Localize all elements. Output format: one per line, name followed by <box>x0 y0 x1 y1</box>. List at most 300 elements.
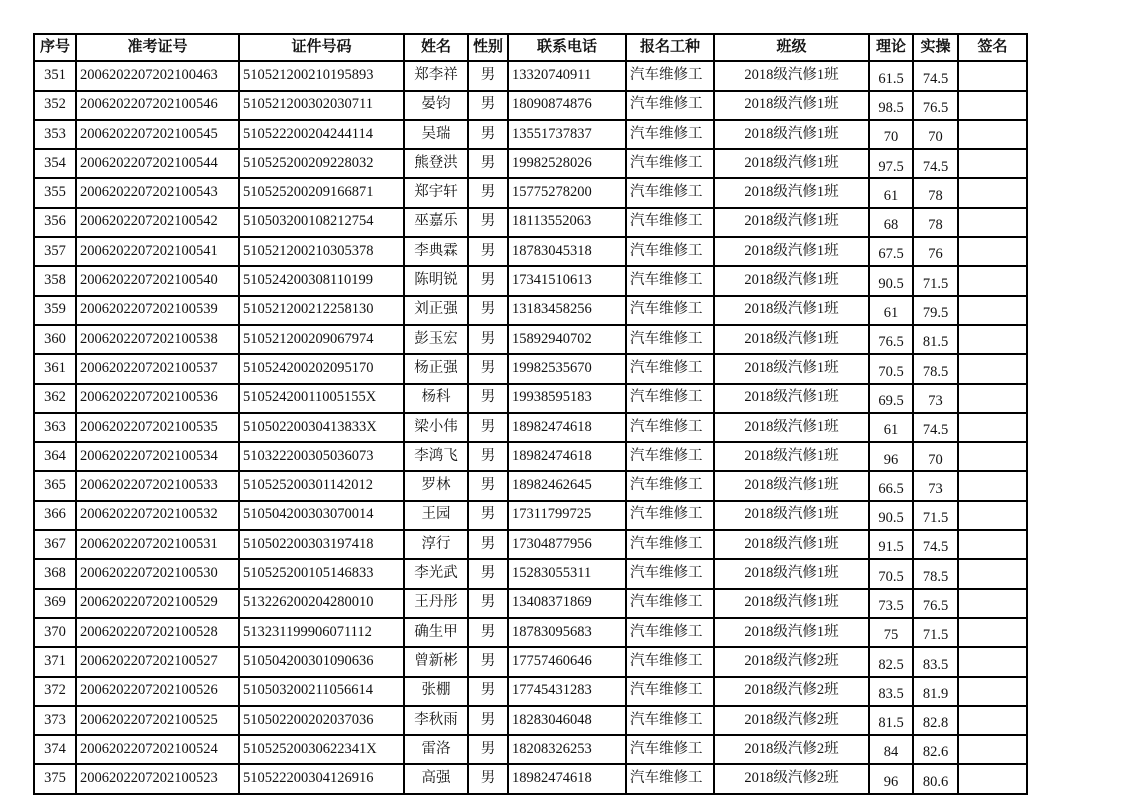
cell-signature <box>958 354 1027 383</box>
cell-gender: 男 <box>468 384 508 413</box>
cell-index: 357 <box>34 237 76 266</box>
cell-signature <box>958 208 1027 237</box>
table-row <box>34 325 1027 354</box>
header-row <box>34 34 1027 61</box>
table-row <box>34 120 1027 149</box>
cell-name: 淳行 <box>404 530 468 559</box>
cell-practical-score: 71.5 <box>913 618 958 647</box>
cell-id-number: 510525200209166871 <box>239 178 404 207</box>
cell-practical-score: 70 <box>913 120 958 149</box>
table-row <box>34 471 1027 500</box>
cell-index: 351 <box>34 61 76 90</box>
cell-signature <box>958 442 1027 471</box>
cell-name: 王丹彤 <box>404 589 468 618</box>
table-row <box>34 413 1027 442</box>
cell-theory-score: 69.5 <box>869 384 913 413</box>
cell-name: 曾新彬 <box>404 647 468 676</box>
cell-theory-score: 70.5 <box>869 354 913 383</box>
cell-admission-number: 2006202207202100546 <box>76 91 239 120</box>
header-practical-score: 实操 <box>913 34 958 61</box>
cell-index: 365 <box>34 471 76 500</box>
cell-signature <box>958 706 1027 735</box>
cell-index: 353 <box>34 120 76 149</box>
header-class: 班级 <box>714 34 869 61</box>
cell-id-number: 510522200204244114 <box>239 120 404 149</box>
cell-admission-number: 2006202207202100528 <box>76 618 239 647</box>
cell-gender: 男 <box>468 471 508 500</box>
cell-index: 356 <box>34 208 76 237</box>
table-row <box>34 149 1027 178</box>
cell-signature <box>958 647 1027 676</box>
cell-theory-score: 70.5 <box>869 559 913 588</box>
cell-id-number: 510521200302030711 <box>239 91 404 120</box>
cell-class: 2018级汽修1班 <box>714 530 869 559</box>
header-gender: 性别 <box>468 34 508 61</box>
cell-theory-score: 67.5 <box>869 237 913 266</box>
cell-practical-score: 78 <box>913 178 958 207</box>
cell-index: 361 <box>34 354 76 383</box>
header-admission-number: 准考证号 <box>76 34 239 61</box>
cell-theory-score: 84 <box>869 735 913 764</box>
header-trade: 报名工种 <box>626 34 714 61</box>
cell-id-number: 51052420011005155X <box>239 384 404 413</box>
cell-trade: 汽车维修工 <box>626 149 714 178</box>
cell-phone: 15892940702 <box>508 325 626 354</box>
cell-practical-score: 74.5 <box>913 149 958 178</box>
cell-class: 2018级汽修2班 <box>714 735 869 764</box>
cell-id-number: 510502200202037036 <box>239 706 404 735</box>
cell-index: 373 <box>34 706 76 735</box>
cell-phone: 18113552063 <box>508 208 626 237</box>
cell-gender: 男 <box>468 120 508 149</box>
cell-id-number: 510525200105146833 <box>239 559 404 588</box>
cell-name: 李秋雨 <box>404 706 468 735</box>
cell-signature <box>958 61 1027 90</box>
cell-signature <box>958 384 1027 413</box>
table-row <box>34 296 1027 325</box>
cell-theory-score: 66.5 <box>869 471 913 500</box>
cell-gender: 男 <box>468 589 508 618</box>
cell-gender: 男 <box>468 735 508 764</box>
cell-signature <box>958 559 1027 588</box>
cell-theory-score: 61.5 <box>869 61 913 90</box>
cell-admission-number: 2006202207202100526 <box>76 677 239 706</box>
table-row <box>34 91 1027 120</box>
cell-gender: 男 <box>468 501 508 530</box>
cell-signature <box>958 149 1027 178</box>
cell-phone: 18982462645 <box>508 471 626 500</box>
cell-admission-number: 2006202207202100524 <box>76 735 239 764</box>
cell-phone: 18982474618 <box>508 442 626 471</box>
cell-practical-score: 79.5 <box>913 296 958 325</box>
cell-class: 2018级汽修1班 <box>714 296 869 325</box>
cell-id-number: 510521200209067974 <box>239 325 404 354</box>
table-row <box>34 735 1027 764</box>
cell-index: 352 <box>34 91 76 120</box>
cell-signature <box>958 178 1027 207</box>
cell-trade: 汽车维修工 <box>626 237 714 266</box>
cell-signature <box>958 735 1027 764</box>
cell-trade: 汽车维修工 <box>626 471 714 500</box>
cell-theory-score: 76.5 <box>869 325 913 354</box>
cell-signature <box>958 677 1027 706</box>
cell-practical-score: 82.6 <box>913 735 958 764</box>
cell-name: 李典霖 <box>404 237 468 266</box>
cell-admission-number: 2006202207202100529 <box>76 589 239 618</box>
cell-phone: 18283046048 <box>508 706 626 735</box>
cell-class: 2018级汽修1班 <box>714 208 869 237</box>
cell-class: 2018级汽修1班 <box>714 589 869 618</box>
cell-signature <box>958 325 1027 354</box>
cell-phone: 18783045318 <box>508 237 626 266</box>
cell-phone: 18783095683 <box>508 618 626 647</box>
cell-trade: 汽车维修工 <box>626 61 714 90</box>
cell-theory-score: 98.5 <box>869 91 913 120</box>
cell-id-number: 510504200303070014 <box>239 501 404 530</box>
cell-phone: 17304877956 <box>508 530 626 559</box>
cell-id-number: 510525200209228032 <box>239 149 404 178</box>
cell-name: 王园 <box>404 501 468 530</box>
cell-theory-score: 61 <box>869 178 913 207</box>
table-row <box>34 706 1027 735</box>
cell-class: 2018级汽修1班 <box>714 61 869 90</box>
cell-name: 杨正强 <box>404 354 468 383</box>
cell-admission-number: 2006202207202100535 <box>76 413 239 442</box>
cell-gender: 男 <box>468 442 508 471</box>
cell-class: 2018级汽修1班 <box>714 178 869 207</box>
cell-name: 张棚 <box>404 677 468 706</box>
cell-signature <box>958 471 1027 500</box>
cell-trade: 汽车维修工 <box>626 706 714 735</box>
table-row <box>34 208 1027 237</box>
cell-trade: 汽车维修工 <box>626 764 714 793</box>
table-row <box>34 559 1027 588</box>
cell-trade: 汽车维修工 <box>626 208 714 237</box>
cell-admission-number: 2006202207202100525 <box>76 706 239 735</box>
cell-trade: 汽车维修工 <box>626 559 714 588</box>
cell-phone: 19982528026 <box>508 149 626 178</box>
cell-trade: 汽车维修工 <box>626 120 714 149</box>
cell-name: 巫嘉乐 <box>404 208 468 237</box>
cell-gender: 男 <box>468 706 508 735</box>
header-phone: 联系电话 <box>508 34 626 61</box>
cell-practical-score: 81.9 <box>913 677 958 706</box>
cell-index: 360 <box>34 325 76 354</box>
cell-id-number: 510525200301142012 <box>239 471 404 500</box>
cell-class: 2018级汽修1班 <box>714 559 869 588</box>
cell-admission-number: 2006202207202100538 <box>76 325 239 354</box>
cell-index: 355 <box>34 178 76 207</box>
cell-practical-score: 80.6 <box>913 764 958 793</box>
table-row <box>34 677 1027 706</box>
cell-index: 359 <box>34 296 76 325</box>
cell-theory-score: 61 <box>869 296 913 325</box>
cell-gender: 男 <box>468 413 508 442</box>
cell-trade: 汽车维修工 <box>626 91 714 120</box>
cell-trade: 汽车维修工 <box>626 296 714 325</box>
cell-practical-score: 78.5 <box>913 559 958 588</box>
cell-phone: 13408371869 <box>508 589 626 618</box>
cell-theory-score: 97.5 <box>869 149 913 178</box>
cell-class: 2018级汽修1班 <box>714 413 869 442</box>
cell-index: 375 <box>34 764 76 793</box>
cell-theory-score: 96 <box>869 442 913 471</box>
cell-admission-number: 2006202207202100537 <box>76 354 239 383</box>
cell-class: 2018级汽修2班 <box>714 764 869 793</box>
table-row <box>34 530 1027 559</box>
cell-practical-score: 83.5 <box>913 647 958 676</box>
cell-index: 368 <box>34 559 76 588</box>
cell-trade: 汽车维修工 <box>626 647 714 676</box>
cell-practical-score: 81.5 <box>913 325 958 354</box>
cell-index: 366 <box>34 501 76 530</box>
cell-phone: 13320740911 <box>508 61 626 90</box>
cell-id-number: 510504200301090636 <box>239 647 404 676</box>
cell-class: 2018级汽修1班 <box>714 471 869 500</box>
table-row <box>34 618 1027 647</box>
cell-class: 2018级汽修1班 <box>714 266 869 295</box>
cell-gender: 男 <box>468 325 508 354</box>
cell-gender: 男 <box>468 178 508 207</box>
cell-phone: 19982535670 <box>508 354 626 383</box>
cell-gender: 男 <box>468 61 508 90</box>
cell-id-number: 51052520030622341X <box>239 735 404 764</box>
cell-gender: 男 <box>468 354 508 383</box>
header-index: 序号 <box>34 34 76 61</box>
cell-admission-number: 2006202207202100539 <box>76 296 239 325</box>
cell-index: 367 <box>34 530 76 559</box>
cell-admission-number: 2006202207202100541 <box>76 237 239 266</box>
cell-gender: 男 <box>468 530 508 559</box>
cell-phone: 17341510613 <box>508 266 626 295</box>
cell-theory-score: 91.5 <box>869 530 913 559</box>
cell-admission-number: 2006202207202100530 <box>76 559 239 588</box>
cell-trade: 汽车维修工 <box>626 354 714 383</box>
cell-theory-score: 70 <box>869 120 913 149</box>
cell-class: 2018级汽修1班 <box>714 237 869 266</box>
cell-theory-score: 90.5 <box>869 266 913 295</box>
cell-id-number: 510522200304126916 <box>239 764 404 793</box>
cell-theory-score: 75 <box>869 618 913 647</box>
table-row <box>34 501 1027 530</box>
cell-trade: 汽车维修工 <box>626 325 714 354</box>
cell-admission-number: 2006202207202100532 <box>76 501 239 530</box>
cell-class: 2018级汽修1班 <box>714 325 869 354</box>
cell-id-number: 510503200108212754 <box>239 208 404 237</box>
cell-id-number: 51050220030413833X <box>239 413 404 442</box>
cell-id-number: 510521200210305378 <box>239 237 404 266</box>
cell-id-number: 510524200308110199 <box>239 266 404 295</box>
cell-practical-score: 74.5 <box>913 61 958 90</box>
cell-class: 2018级汽修1班 <box>714 91 869 120</box>
cell-name: 熊登洪 <box>404 149 468 178</box>
cell-trade: 汽车维修工 <box>626 735 714 764</box>
table-row <box>34 237 1027 266</box>
cell-gender: 男 <box>468 91 508 120</box>
cell-theory-score: 81.5 <box>869 706 913 735</box>
cell-trade: 汽车维修工 <box>626 530 714 559</box>
cell-practical-score: 70 <box>913 442 958 471</box>
cell-trade: 汽车维修工 <box>626 589 714 618</box>
cell-class: 2018级汽修1班 <box>714 384 869 413</box>
cell-name: 吴瑞 <box>404 120 468 149</box>
cell-signature <box>958 413 1027 442</box>
cell-signature <box>958 237 1027 266</box>
cell-class: 2018级汽修1班 <box>714 149 869 178</box>
cell-index: 362 <box>34 384 76 413</box>
cell-practical-score: 74.5 <box>913 530 958 559</box>
cell-admission-number: 2006202207202100536 <box>76 384 239 413</box>
cell-class: 2018级汽修2班 <box>714 706 869 735</box>
cell-gender: 男 <box>468 266 508 295</box>
cell-practical-score: 82.8 <box>913 706 958 735</box>
cell-theory-score: 61 <box>869 413 913 442</box>
exam-score-table <box>33 33 1028 795</box>
cell-practical-score: 71.5 <box>913 266 958 295</box>
cell-admission-number: 2006202207202100544 <box>76 149 239 178</box>
cell-gender: 男 <box>468 559 508 588</box>
cell-class: 2018级汽修1班 <box>714 618 869 647</box>
cell-admission-number: 2006202207202100523 <box>76 764 239 793</box>
cell-id-number: 510502200303197418 <box>239 530 404 559</box>
cell-admission-number: 2006202207202100542 <box>76 208 239 237</box>
cell-name: 陈明锐 <box>404 266 468 295</box>
cell-name: 高强 <box>404 764 468 793</box>
cell-admission-number: 2006202207202100527 <box>76 647 239 676</box>
table-row <box>34 178 1027 207</box>
cell-admission-number: 2006202207202100533 <box>76 471 239 500</box>
cell-phone: 13551737837 <box>508 120 626 149</box>
cell-name: 晏钧 <box>404 91 468 120</box>
cell-name: 杨科 <box>404 384 468 413</box>
cell-theory-score: 73.5 <box>869 589 913 618</box>
cell-name: 郑李祥 <box>404 61 468 90</box>
table-row <box>34 647 1027 676</box>
cell-index: 369 <box>34 589 76 618</box>
table-header <box>34 34 1027 61</box>
cell-class: 2018级汽修1班 <box>714 120 869 149</box>
cell-admission-number: 2006202207202100463 <box>76 61 239 90</box>
cell-theory-score: 83.5 <box>869 677 913 706</box>
cell-name: 刘正强 <box>404 296 468 325</box>
cell-id-number: 510521200210195893 <box>239 61 404 90</box>
cell-id-number: 513231199906071112 <box>239 618 404 647</box>
cell-phone: 18982474618 <box>508 764 626 793</box>
cell-admission-number: 2006202207202100543 <box>76 178 239 207</box>
cell-signature <box>958 589 1027 618</box>
cell-class: 2018级汽修1班 <box>714 442 869 471</box>
cell-class: 2018级汽修1班 <box>714 354 869 383</box>
cell-practical-score: 74.5 <box>913 413 958 442</box>
cell-phone: 18090874876 <box>508 91 626 120</box>
cell-gender: 男 <box>468 677 508 706</box>
cell-trade: 汽车维修工 <box>626 501 714 530</box>
header-theory-score: 理论 <box>869 34 913 61</box>
cell-practical-score: 73 <box>913 384 958 413</box>
cell-practical-score: 76.5 <box>913 91 958 120</box>
cell-id-number: 510524200202095170 <box>239 354 404 383</box>
cell-id-number: 513226200204280010 <box>239 589 404 618</box>
cell-practical-score: 78 <box>913 208 958 237</box>
cell-phone: 15283055311 <box>508 559 626 588</box>
header-name: 姓名 <box>404 34 468 61</box>
cell-phone: 17311799725 <box>508 501 626 530</box>
cell-trade: 汽车维修工 <box>626 384 714 413</box>
cell-phone: 13183458256 <box>508 296 626 325</box>
cell-phone: 18208326253 <box>508 735 626 764</box>
cell-theory-score: 82.5 <box>869 647 913 676</box>
cell-theory-score: 90.5 <box>869 501 913 530</box>
cell-name: 雷洛 <box>404 735 468 764</box>
cell-id-number: 510503200211056614 <box>239 677 404 706</box>
cell-practical-score: 71.5 <box>913 501 958 530</box>
cell-name: 郑宇轩 <box>404 178 468 207</box>
cell-signature <box>958 266 1027 295</box>
cell-admission-number: 2006202207202100545 <box>76 120 239 149</box>
cell-phone: 19938595183 <box>508 384 626 413</box>
cell-gender: 男 <box>468 647 508 676</box>
cell-theory-score: 68 <box>869 208 913 237</box>
cell-trade: 汽车维修工 <box>626 442 714 471</box>
cell-index: 371 <box>34 647 76 676</box>
cell-signature <box>958 91 1027 120</box>
cell-name: 罗林 <box>404 471 468 500</box>
cell-name: 李光武 <box>404 559 468 588</box>
cell-class: 2018级汽修1班 <box>714 501 869 530</box>
cell-practical-score: 76 <box>913 237 958 266</box>
table-body <box>34 61 1027 793</box>
cell-name: 彭玉宏 <box>404 325 468 354</box>
cell-index: 372 <box>34 677 76 706</box>
cell-signature <box>958 530 1027 559</box>
table-row <box>34 266 1027 295</box>
cell-name: 梁小伟 <box>404 413 468 442</box>
cell-index: 358 <box>34 266 76 295</box>
cell-trade: 汽车维修工 <box>626 413 714 442</box>
cell-trade: 汽车维修工 <box>626 618 714 647</box>
cell-admission-number: 2006202207202100540 <box>76 266 239 295</box>
cell-index: 363 <box>34 413 76 442</box>
cell-name: 李鸿飞 <box>404 442 468 471</box>
cell-phone: 17745431283 <box>508 677 626 706</box>
cell-phone: 15775278200 <box>508 178 626 207</box>
table-row <box>34 61 1027 90</box>
cell-signature <box>958 120 1027 149</box>
cell-practical-score: 78.5 <box>913 354 958 383</box>
table-row <box>34 764 1027 793</box>
cell-index: 354 <box>34 149 76 178</box>
cell-signature <box>958 618 1027 647</box>
header-signature: 签名 <box>958 34 1027 61</box>
cell-admission-number: 2006202207202100531 <box>76 530 239 559</box>
cell-phone: 17757460646 <box>508 647 626 676</box>
cell-gender: 男 <box>468 296 508 325</box>
cell-name: 确生甲 <box>404 618 468 647</box>
cell-gender: 男 <box>468 208 508 237</box>
cell-practical-score: 73 <box>913 471 958 500</box>
table-row <box>34 354 1027 383</box>
cell-index: 364 <box>34 442 76 471</box>
cell-trade: 汽车维修工 <box>626 266 714 295</box>
cell-signature <box>958 296 1027 325</box>
cell-theory-score: 96 <box>869 764 913 793</box>
table-row <box>34 384 1027 413</box>
cell-gender: 男 <box>468 618 508 647</box>
cell-trade: 汽车维修工 <box>626 178 714 207</box>
cell-practical-score: 76.5 <box>913 589 958 618</box>
cell-signature <box>958 501 1027 530</box>
cell-signature <box>958 764 1027 793</box>
